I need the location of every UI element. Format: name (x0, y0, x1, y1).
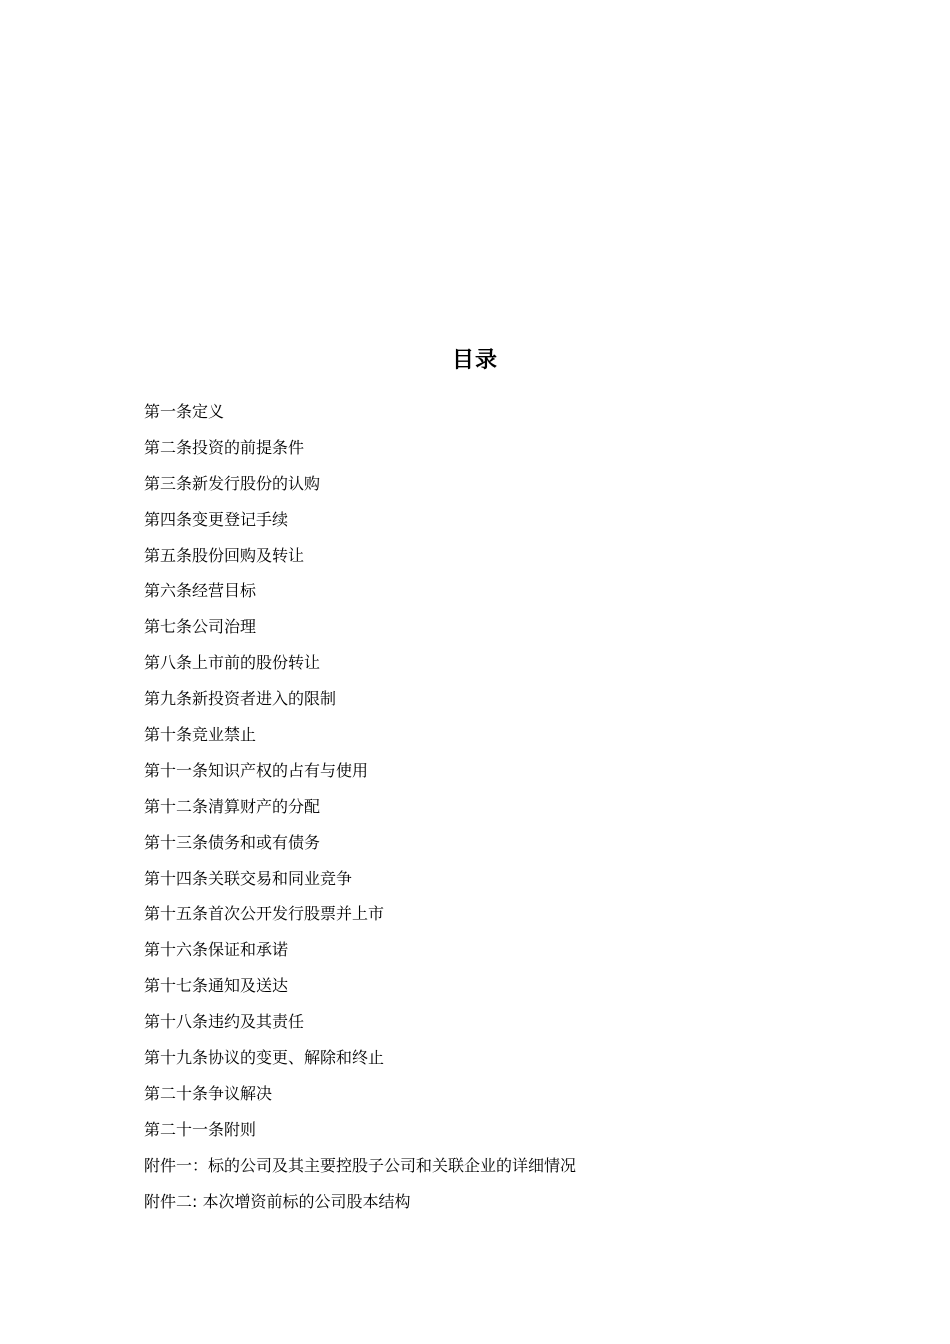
toc-item: 第十五条首次公开发行股票并上市 (144, 904, 385, 924)
toc-item: 第八条上市前的股份转让 (144, 653, 321, 673)
toc-item: 第十二条清算财产的分配 (144, 796, 321, 816)
toc-item: 第二十条争议解决 (144, 1083, 273, 1103)
toc-item: 第二十一条附则 (144, 1119, 257, 1139)
toc-item: 附件一：标的公司及其主要控股子公司和关联企业的详细情况 (144, 1155, 577, 1175)
toc-item: 第十三条债务和或有债务 (144, 832, 321, 852)
toc-item: 第三条新发行股份的认购 (144, 473, 321, 493)
toc-item: 第九条新投资者进入的限制 (144, 689, 337, 709)
toc-item: 第十九条协议的变更、解除和终止 (144, 1048, 385, 1068)
toc-item: 第十七条通知及送达 (144, 976, 289, 996)
toc-item: 第十八条违约及其责任 (144, 1012, 305, 1032)
toc-item: 附件二: 本次增资前标的公司股本结构 (144, 1191, 411, 1211)
toc-title: 目录 (451, 348, 498, 373)
toc-item: 第十一条知识产权的占有与使用 (144, 760, 369, 780)
toc-item: 第十四条关联交易和同业竞争 (144, 868, 353, 888)
toc-item: 第十条竞业禁止 (144, 725, 257, 745)
toc-item: 第五条股份回购及转让 (144, 545, 305, 565)
toc-item: 第二条投资的前提条件 (144, 437, 305, 457)
toc-item: 第四条变更登记手续 (144, 509, 289, 529)
toc-list (144, 398, 844, 1223)
toc-item: 第六条经营目标 (144, 581, 257, 601)
toc-item: 第十六条保证和承诺 (144, 940, 289, 960)
toc-item: 第七条公司治理 (144, 617, 257, 637)
toc-item: 第一条定义 (144, 402, 225, 421)
